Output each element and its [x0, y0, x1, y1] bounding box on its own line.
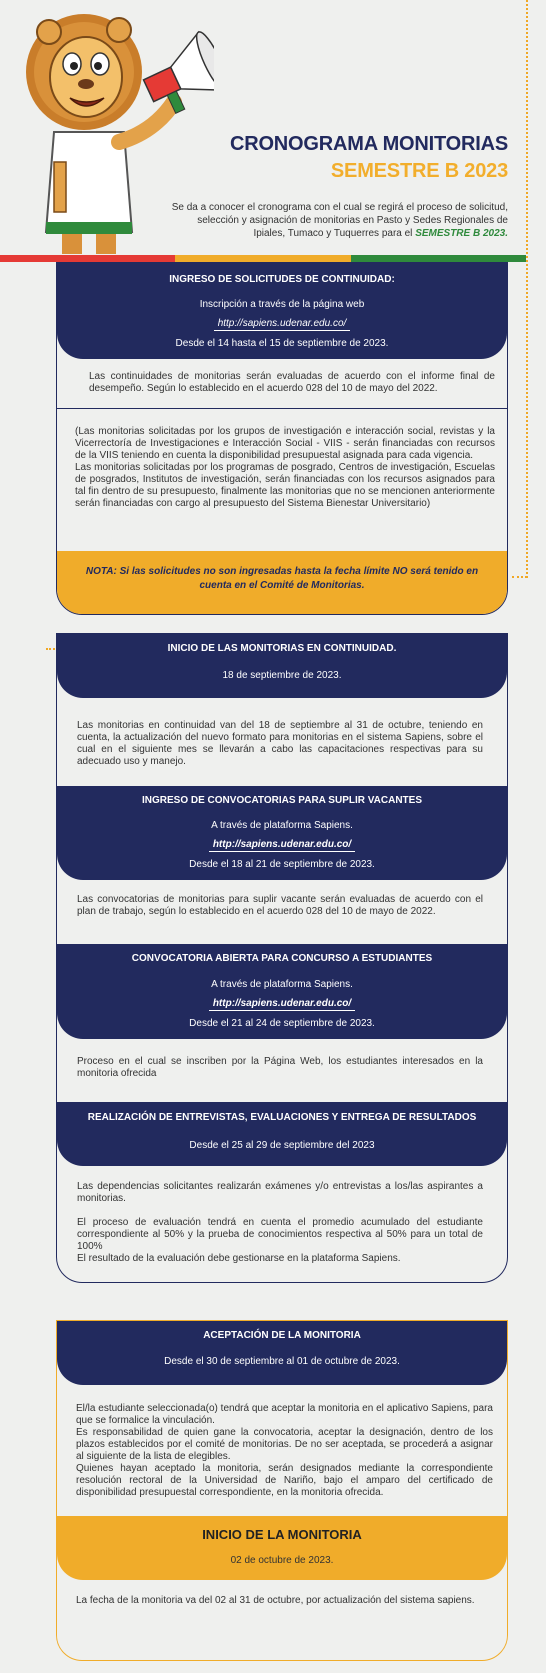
s7-dates: 02 de octubre de 2023. — [230, 1555, 334, 1566]
s6-body: El/la estudiante seleccionada(o) tendrá que aceptar la monitoria en el aplicativo Sapiens, para que se formalice la vinculación. Es responsabilidad de quien gane la convocatoria, aceptar la designación, dentro de los plazos establecidos por el comité de monitorias. De no ser aceptada, se procederá a asignar al siguiente de la lista de elegibles. Quienes hayan aceptado la monitoria, serán designados mediante la correspondiente resolución rectoral de la Universidad de Nariño, bajo el amparo del certificado de disponibilidad presupuestal correspondiente, en la monitoria ofrecida. — [76, 1403, 493, 1498]
s5-title: REALIZACIÓN DE ENTREVISTAS, EVALUACIONES Y ENTREGA DE RESULTADOS — [87, 1112, 477, 1123]
s3-dates: Desde el 18 al 21 de septiembre de 2023. — [189, 859, 375, 870]
s1-body1: Las continuidades de monitorias serán evaluadas de acuerdo con el informe final de desempeño. Según lo establecido en el acuerdo 028 del 10 de mayo del 2022. — [89, 371, 495, 394]
s5-body1: Las dependencias solicitantes realizarán exámenes y/o entrevistas a los/las aspirantes a monitorias. — [77, 1181, 483, 1204]
s5-body2: El proceso de evaluación tendrá en cuenta el promedio acumulado del estudiante correspondiente al 50% y la prueba de conocimientos respectiva al 50% para un total de 100% El resultado de la evaluación debe gestionarse en la plataforma Sapiens. — [77, 1217, 483, 1264]
s7-header-block — [57, 1516, 507, 1580]
s1-line1: Inscripción a través de la página web — [199, 299, 365, 310]
s2-title: INICIO DE LAS MONITORIAS EN CONTINUIDAD. — [167, 643, 397, 654]
section-aceptacion-inicio — [56, 1320, 508, 1661]
s1-dates: Desde el 14 hasta el 15 de septiembre de 2023. — [175, 338, 389, 349]
s4-line1: A través de plataforma Sapiens. — [211, 979, 353, 990]
s3-title: INGRESO DE CONVOCATORIAS PARA SUPLIR VACANTES — [141, 795, 423, 806]
s5-dates: Desde el 25 al 29 de septiembre del 2023 — [189, 1140, 375, 1151]
section-continuidad-solicitudes — [56, 262, 508, 615]
s4-link[interactable]: http://sapiens.udenar.edu.co/ — [209, 998, 355, 1011]
s3-link-wrap — [57, 834, 507, 852]
flag-red — [0, 255, 175, 262]
intro-highlight: SEMESTRE B 2023. — [415, 228, 508, 239]
intro-text-main: Se da a conocer el cronograma con el cual se regirá el proceso de solicitud, selección y asignación de monitorias en Pasto y Sedes Regionales de Ipiales, Tumaco y Tuquerres para el — [171, 202, 508, 239]
s2-header-block — [57, 634, 507, 698]
s6-title: ACEPTACIÓN DE LA MONITORIA — [203, 1330, 361, 1341]
s1-link[interactable]: http://sapiens.udenar.edu.co/ — [214, 318, 351, 331]
flag-yellow — [175, 255, 350, 262]
dotted-connector-horizontal — [512, 576, 527, 578]
s5-header-block — [57, 1102, 507, 1166]
s4-body: Proceso en el cual se inscriben por la Página Web, los estudiantes interesados en la monitoria ofrecida — [77, 1056, 483, 1079]
s3-link[interactable]: http://sapiens.udenar.edu.co/ — [209, 839, 355, 852]
intro-text — [168, 201, 508, 240]
s7-body: La fecha de la monitoria va del 02 al 31 de octubre, por actualización del sistema sapiens. — [76, 1595, 475, 1606]
s1-link-wrap — [57, 313, 507, 331]
flag-stripe — [0, 255, 526, 262]
s3-body: Las convocatorias de monitorias para suplir vacante serán evaluadas de acuerdo con el plan de trabajo, según lo establecido en el acuerdo 028 del 10 de mayo de 2022. — [77, 894, 483, 917]
s1-title: INGRESO DE SOLICITUDES DE CONTINUIDAD: — [169, 274, 395, 285]
s4-link-wrap — [57, 993, 507, 1011]
s6-dates: Desde el 30 de septiembre al 01 de octubre de 2023. — [164, 1356, 400, 1367]
s3-header-block — [57, 786, 507, 880]
s4-title: CONVOCATORIA ABIERTA PARA CONCURSO A ESTUDIANTES — [131, 953, 433, 964]
s1-header-block — [57, 263, 507, 359]
s1-divider — [57, 408, 507, 409]
s2-dates: 18 de septiembre de 2023. — [222, 670, 342, 681]
s7-title: INICIO DE LA MONITORIA — [202, 1527, 362, 1542]
title-line2: SEMESTRE B 2023 — [330, 160, 508, 182]
s3-line1: A través de plataforma Sapiens. — [211, 820, 353, 831]
s1-note: NOTA: Si las solicitudes no son ingresadas hasta la fecha límite NO será tenido en cuenta en el Comité de Monitorias. — [85, 566, 479, 591]
s4-dates: Desde el 21 al 24 de septiembre de 2023. — [189, 1018, 375, 1029]
s2-body: Las monitorias en continuidad van del 18 de septiembre al 31 de octubre, teniendo en cuenta, la actualización del nuevo formato para monitorias en el sistema Sapiens, sobre el cual en el siguiente mes se llevarán a cabo las capacitaciones respectivas para su adecuado uso y manejo. — [77, 720, 483, 767]
dotted-connector-vertical — [526, 0, 528, 578]
flag-green — [351, 255, 526, 262]
title-line1: CRONOGRAMA MONITORIAS — [229, 133, 508, 155]
s6-header-block — [57, 1321, 507, 1385]
s1-note-block — [57, 551, 507, 615]
s4-header-block — [57, 944, 507, 1039]
section-monitorias-proceso — [56, 633, 508, 1283]
s1-body2: (Las monitorias solicitadas por los grupos de investigación e interacción social, revistas y la Vicerrectoría de Investigaciones e Interacción Social - VIIS - serán financiadas con recursos de la VIIS teniendo en cuenta la disponibilidad presupuestal asignada para cada vigencia. Las monitorias solicitadas por los programas de posgrado, Centros de investigación, Escuelas de posgrados, Institutos de investigación, serán financiadas con los recursos asignados para tal fin dentro de su presupuesto, finalmente las monitorias que no se mencionen anteriormente serán financiadas con cargo al presupuesto del Sistema Bienestar Universitario) — [75, 426, 495, 509]
header — [0, 0, 546, 262]
